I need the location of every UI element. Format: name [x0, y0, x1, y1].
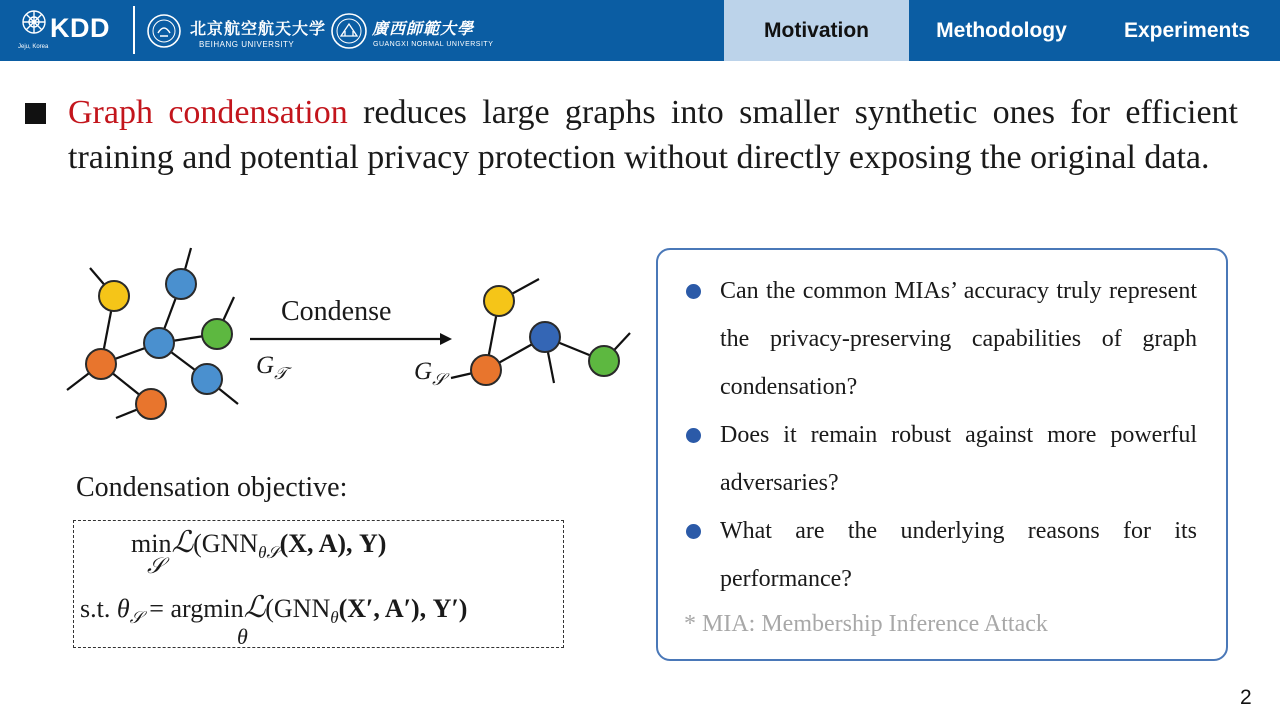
question-bullet-icon: [686, 524, 701, 539]
condense-label: Condense: [281, 296, 392, 327]
intro-paragraph: [68, 90, 1238, 180]
objective-equation-1: $\min ℒ(GNN_{\theta 𝒮}(X$, A), Y): [131, 526, 387, 563]
header-bar: [0, 0, 1280, 61]
tab-methodology[interactable]: Methodology: [936, 18, 1067, 42]
objective-title: Condensation objective:: [76, 472, 348, 503]
question-item: Can the common MIAs’ accuracy truly represent the privacy-preserving capabilities of graph condensation?: [720, 278, 1197, 400]
intro-rest: reduces large graphs into smaller synthetic ones for efficient training and potential privacy protection without directly exposing the original data.: [68, 94, 1238, 176]
question-bullet-icon: [686, 284, 701, 299]
kdd-logo-subtitle: Jeju, Korea: [18, 44, 49, 50]
mia-footnote: * MIA: Membership Inference Attack: [684, 611, 1048, 637]
kdd-logo-text: KDD: [50, 13, 110, 43]
guangxi-name-en: GUANGXI NORMAL UNIVERSITY: [373, 41, 494, 48]
guangxi-name-cn: 廣西師範大學: [372, 19, 475, 38]
page-number: 2: [1240, 686, 1252, 709]
question-item: Does it remain robust against more powerful adversaries?: [720, 422, 1197, 496]
condense-arrow-icon: [250, 333, 452, 345]
source-graph-label: $G_𝒯$: [256, 352, 288, 383]
beihang-name-cn: 北京航空航天大学: [190, 19, 327, 38]
question-item: What are the underlying reasons for its performance?: [720, 518, 1197, 592]
question-bullet-icon: [686, 428, 701, 443]
target-graph-label: $G_𝒮$: [414, 358, 446, 389]
condensation-diagram: [0, 230, 650, 440]
beihang-name-en: BEIHANG UNIVERSITY: [199, 40, 295, 49]
header-divider: [133, 6, 135, 54]
intro-highlight: Graph condensation: [68, 94, 348, 131]
objective-eq1-subscript: 𝒮: [147, 553, 165, 578]
objective-eq2-subscript: θ: [237, 624, 248, 649]
source-graph-nodes: [86, 269, 232, 419]
logo-strip: [0, 0, 724, 61]
square-bullet-icon: [25, 103, 46, 124]
tab-motivation[interactable]: Motivation: [724, 0, 909, 61]
guangxi-seal-icon: [330, 12, 368, 50]
objective-equation-2: s.t. $\theta_𝒮$ = $argminℒ(GNN_\theta(X'$, A′), Y′): [80, 591, 468, 628]
tab-experiments[interactable]: Experiments: [1123, 18, 1251, 42]
beihang-seal-icon: [146, 13, 182, 49]
